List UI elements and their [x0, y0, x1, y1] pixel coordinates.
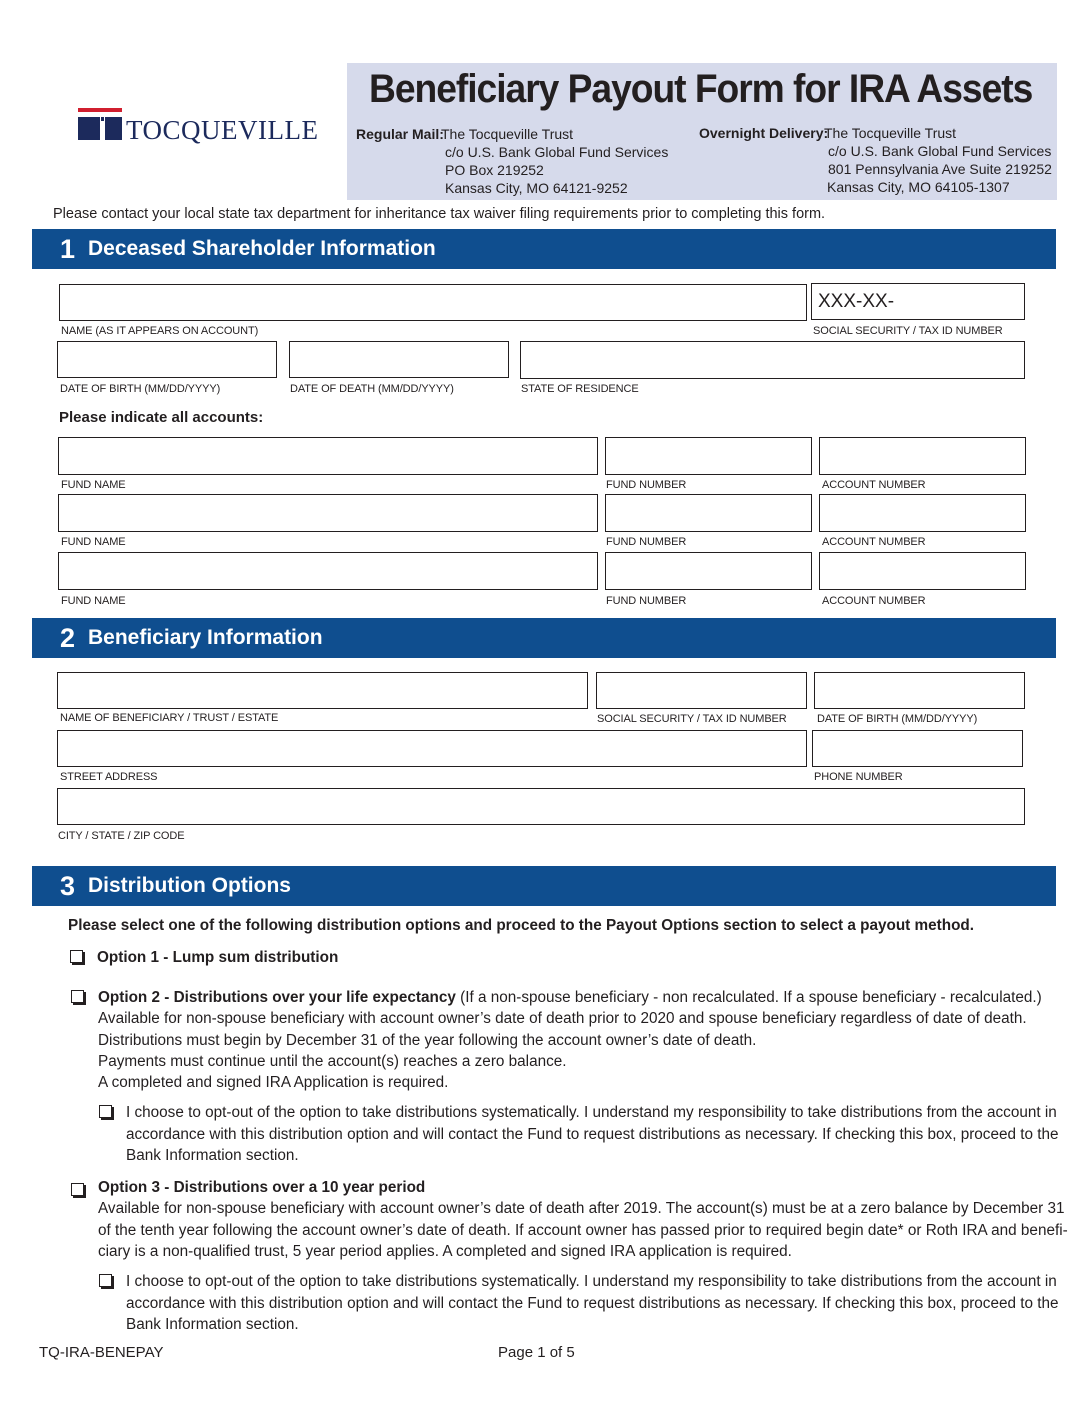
regular-mail-line-4: Kansas City, MO 64121-9252 [445, 180, 628, 196]
option-1-label: Option 1 - Lump sum distribution [97, 949, 339, 966]
beneficiary-ssn-field[interactable] [596, 672, 807, 709]
option-3-optout-line-3: Bank Information section. [126, 1316, 299, 1333]
form-code: TQ-IRA-BENEPAY [39, 1344, 164, 1361]
overnight-line-3: 801 Pennsylvania Ave Suite 219252 [828, 161, 1052, 177]
option-2-heading: Option 2 - Distributions over your life expectancy (If a non-spouse beneficiary - non recalculated. If a spouse beneficiary - recalculated.) [98, 989, 1042, 1006]
option-3-checkbox[interactable] [71, 1183, 84, 1196]
deceased-name-field[interactable] [59, 284, 807, 321]
section-2-header [32, 618, 1056, 658]
accounts-heading: Please indicate all accounts: [59, 409, 264, 426]
overnight-line-4: Kansas City, MO 64105-1307 [827, 179, 1010, 195]
distribution-intro: Please select one of the following distribution options and proceed to the Payout Options section to select a payout method. [68, 917, 975, 934]
deceased-ssn-label: SOCIAL SECURITY / TAX ID NUMBER [813, 325, 1003, 337]
section-2-title: Beneficiary Information [88, 626, 323, 649]
page-title: Beneficiary Payout Form for IRA Assets [369, 67, 1033, 111]
tax-waiver-notice: Please contact your local state tax department for inheritance tax waiver filing requirements prior to completing this form. [53, 206, 826, 222]
fund-number-field-3[interactable] [605, 552, 812, 590]
option-3-heading: Option 3 - Distributions over a 10 year period [98, 1179, 426, 1196]
option-3-optout-line-2: accordance with this distribution option and will contact the Fund to request distributions as necessary. If checking this box, proceed to the [126, 1295, 1059, 1312]
option-2-line-2: Distributions must begin by December 31 of the year following the account owner’s date of death. [98, 1032, 757, 1049]
section-1-title: Deceased Shareholder Information [88, 237, 436, 260]
street-address-label: STREET ADDRESS [60, 771, 158, 783]
city-state-zip-label: CITY / STATE / ZIP CODE [58, 830, 185, 842]
logo-text: TOCQUEVILLE [126, 115, 319, 145]
deceased-dob-field[interactable] [57, 341, 277, 378]
fund-name-field-3[interactable] [58, 552, 598, 590]
deceased-dod-field[interactable] [289, 341, 509, 378]
account-number-label-2: ACCOUNT NUMBER [822, 536, 926, 548]
street-address-field[interactable] [57, 730, 807, 767]
option-3-line-1: Available for non-spouse beneficiary with account owner’s date of death after 2019. The account(s) must be at a zero balance by December 31 [98, 1200, 1065, 1217]
option-2-optout-line-2: accordance with this distribution option and will contact the Fund to request distributions as necessary. If checking this box, proceed to the [126, 1126, 1059, 1143]
logo [78, 108, 318, 148]
deceased-ssn-field[interactable] [811, 283, 1025, 320]
logo-mark-left [78, 117, 100, 140]
fund-name-field-2[interactable] [58, 494, 598, 532]
option-3-line-3: ciary is a non-qualified trust, 5 year period applies. A completed and signed IRA application is required. [98, 1243, 792, 1260]
option-2-optout-line-1: I choose to opt-out of the option to take distributions systematically. I understand my responsibility to take distributions from the account in [126, 1104, 1057, 1121]
option-3-optout-line-1: I choose to opt-out of the option to take distributions systematically. I understand my responsibility to take distributions from the account in [126, 1273, 1057, 1290]
phone-number-field[interactable] [812, 730, 1023, 767]
fund-name-label-2: FUND NAME [61, 536, 126, 548]
state-of-residence-label: STATE OF RESIDENCE [521, 383, 639, 395]
section-3-title: Distribution Options [88, 874, 291, 897]
fund-number-field-1[interactable] [605, 437, 812, 475]
account-number-label-3: ACCOUNT NUMBER [822, 595, 926, 607]
deceased-name-label: NAME (AS IT APPEARS ON ACCOUNT) [61, 325, 259, 337]
option-1-checkbox[interactable] [70, 950, 83, 963]
option-2-optout-checkbox[interactable] [99, 1105, 112, 1118]
section-2-number: 2 [60, 623, 76, 653]
option-2-line-4: A completed and signed IRA Application is required. [98, 1074, 449, 1091]
account-number-field-1[interactable] [819, 437, 1026, 475]
overnight-line-1: The Tocqueville Trust [824, 125, 957, 141]
fund-name-field-1[interactable] [58, 437, 598, 475]
phone-number-label: PHONE NUMBER [814, 771, 903, 783]
option-2-line-3: Payments must continue until the account(s) reaches a zero balance. [98, 1053, 567, 1070]
regular-mail-line-3: PO Box 219252 [445, 162, 544, 178]
beneficiary-dob-field[interactable] [814, 672, 1025, 709]
fund-number-label-1: FUND NUMBER [606, 479, 687, 491]
section-1-number: 1 [60, 234, 76, 264]
section-3-header [32, 866, 1056, 906]
option-3-optout-checkbox[interactable] [99, 1274, 112, 1287]
title-box [347, 63, 1057, 200]
regular-mail-line-2: c/o U.S. Bank Global Fund Services [445, 144, 669, 160]
overnight-line-2: c/o U.S. Bank Global Fund Services [828, 143, 1052, 159]
fund-name-label-1: FUND NAME [61, 479, 126, 491]
regular-mail-line-1: The Tocqueville Trust [441, 126, 574, 142]
option-2-line-1: Available for non-spouse beneficiary with account owner’s date of death prior to 2020 and spouse beneficiary regardless of date of death. [98, 1010, 1027, 1027]
overnight-label: Overnight Delivery: [699, 125, 829, 141]
deceased-dod-label: DATE OF DEATH (MM/DD/YYYY) [290, 383, 454, 395]
logo-mark-stem [101, 117, 104, 121]
beneficiary-name-field[interactable] [57, 672, 588, 709]
regular-mail-label: Regular Mail: [356, 126, 444, 142]
ssn-prefix: XXX-XX- [818, 291, 895, 312]
fund-name-label-3: FUND NAME [61, 595, 126, 607]
logo-red-bar [78, 108, 122, 112]
section-1-header [32, 229, 1056, 269]
option-3-line-2: of the tenth year following the account owner’s date of death. If account owner has passed prior to required begin date* or Roth IRA and benefi- [98, 1222, 1068, 1239]
option-2-checkbox[interactable] [71, 990, 84, 1003]
fund-number-label-3: FUND NUMBER [606, 595, 687, 607]
fund-number-label-2: FUND NUMBER [606, 536, 687, 548]
state-of-residence-field[interactable] [520, 341, 1025, 379]
logo-mark-right [105, 117, 122, 140]
beneficiary-name-label: NAME OF BENEFICIARY / TRUST / ESTATE [60, 712, 279, 724]
account-number-field-3[interactable] [819, 552, 1026, 590]
account-number-field-2[interactable] [819, 494, 1026, 532]
city-state-zip-field[interactable] [57, 788, 1025, 825]
fund-number-field-2[interactable] [605, 494, 812, 532]
beneficiary-dob-label: DATE OF BIRTH (MM/DD/YYYY) [817, 713, 978, 725]
account-number-label-1: ACCOUNT NUMBER [822, 479, 926, 491]
option-2-optout-line-3: Bank Information section. [126, 1147, 299, 1164]
deceased-dob-label: DATE OF BIRTH (MM/DD/YYYY) [60, 383, 221, 395]
page-number: Page 1 of 5 [498, 1344, 575, 1361]
beneficiary-ssn-label: SOCIAL SECURITY / TAX ID NUMBER [597, 713, 787, 725]
section-3-number: 3 [60, 871, 76, 901]
